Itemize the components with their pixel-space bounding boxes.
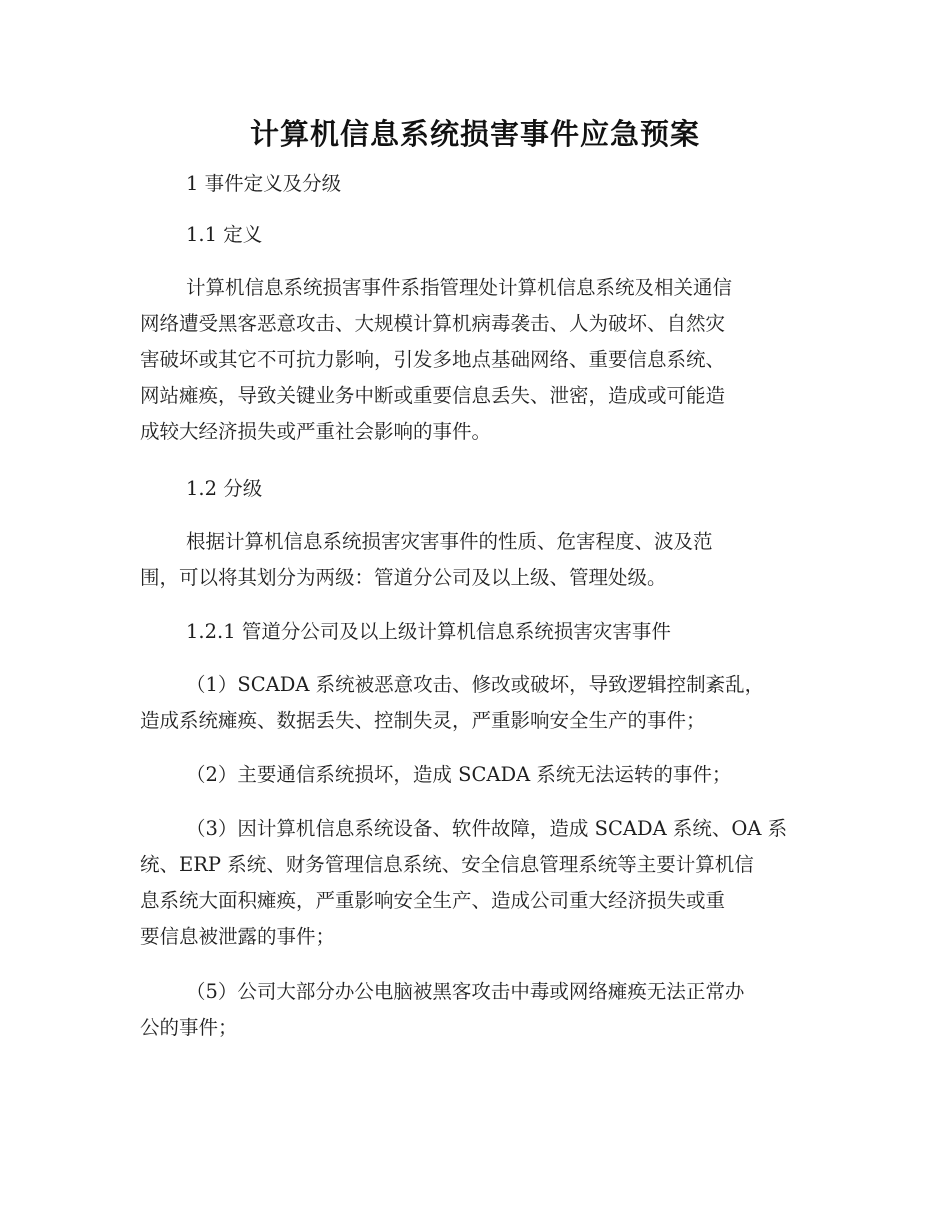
paragraph-definition-line: 害破坏或其它不可抗力影响，引发多地点基础网络、重要信息系统、 xyxy=(140,348,726,371)
list-item-3-line: 统、ERP 系统、财务管理信息系统、安全信息管理系统等主要计算机信 xyxy=(140,853,754,876)
paragraph-definition-line: 网络遭受黑客恶意攻击、大规模计算机病毒袭击、人为破坏、自然灾 xyxy=(140,312,726,335)
paragraph-classification-line: 围，可以将其划分为两级：管道分公司及以上级、管理处级。 xyxy=(140,566,667,589)
paragraph-definition-line: 网站瘫痪，导致关键业务中断或重要信息丢失、泄密，造成或可能造 xyxy=(140,384,726,407)
list-item-3-line: 息系统大面积瘫痪，严重影响安全生产、造成公司重大经济损失或重 xyxy=(140,889,726,912)
list-item-5-line: （5）公司大部分办公电脑被黑客攻击中毒或网络瘫痪无法正常办 xyxy=(186,980,745,1003)
paragraph-classification-line: 根据计算机信息系统损害灾害事件的性质、危害程度、波及范 xyxy=(186,530,713,553)
list-item-2: （2）主要通信系统损坏，造成 SCADA 系统无法运转的事件； xyxy=(186,763,732,786)
list-item-3-line: 要信息被泄露的事件； xyxy=(140,925,336,948)
list-item-1-line: （1）SCADA 系统被恶意攻击、修改或破坏，导致逻辑控制紊乱， xyxy=(186,673,765,696)
document-title: 计算机信息系统损害事件应急预案 xyxy=(249,117,700,151)
list-item-5-line: 公的事件； xyxy=(140,1016,238,1039)
paragraph-definition-line: 计算机信息系统损害事件系指管理处计算机信息系统及相关通信 xyxy=(186,276,733,299)
paragraph-definition-line: 成较大经济损失或严重社会影响的事件。 xyxy=(140,420,492,443)
list-item-3-line: （3）因计算机信息系统设备、软件故障，造成 SCADA 系统、OA 系 xyxy=(186,817,788,840)
section-heading-1-2: 1.2 分级 xyxy=(186,477,263,500)
list-item-1-line: 造成系统瘫痪、数据丢失、控制失灵，严重影响安全生产的事件； xyxy=(140,709,706,732)
section-heading-1-1: 1.1 定义 xyxy=(186,223,263,246)
section-heading-1-2-1: 1.2.1 管道分公司及以上级计算机信息系统损害灾害事件 xyxy=(186,620,671,643)
section-heading-1: 1 事件定义及分级 xyxy=(186,172,342,195)
